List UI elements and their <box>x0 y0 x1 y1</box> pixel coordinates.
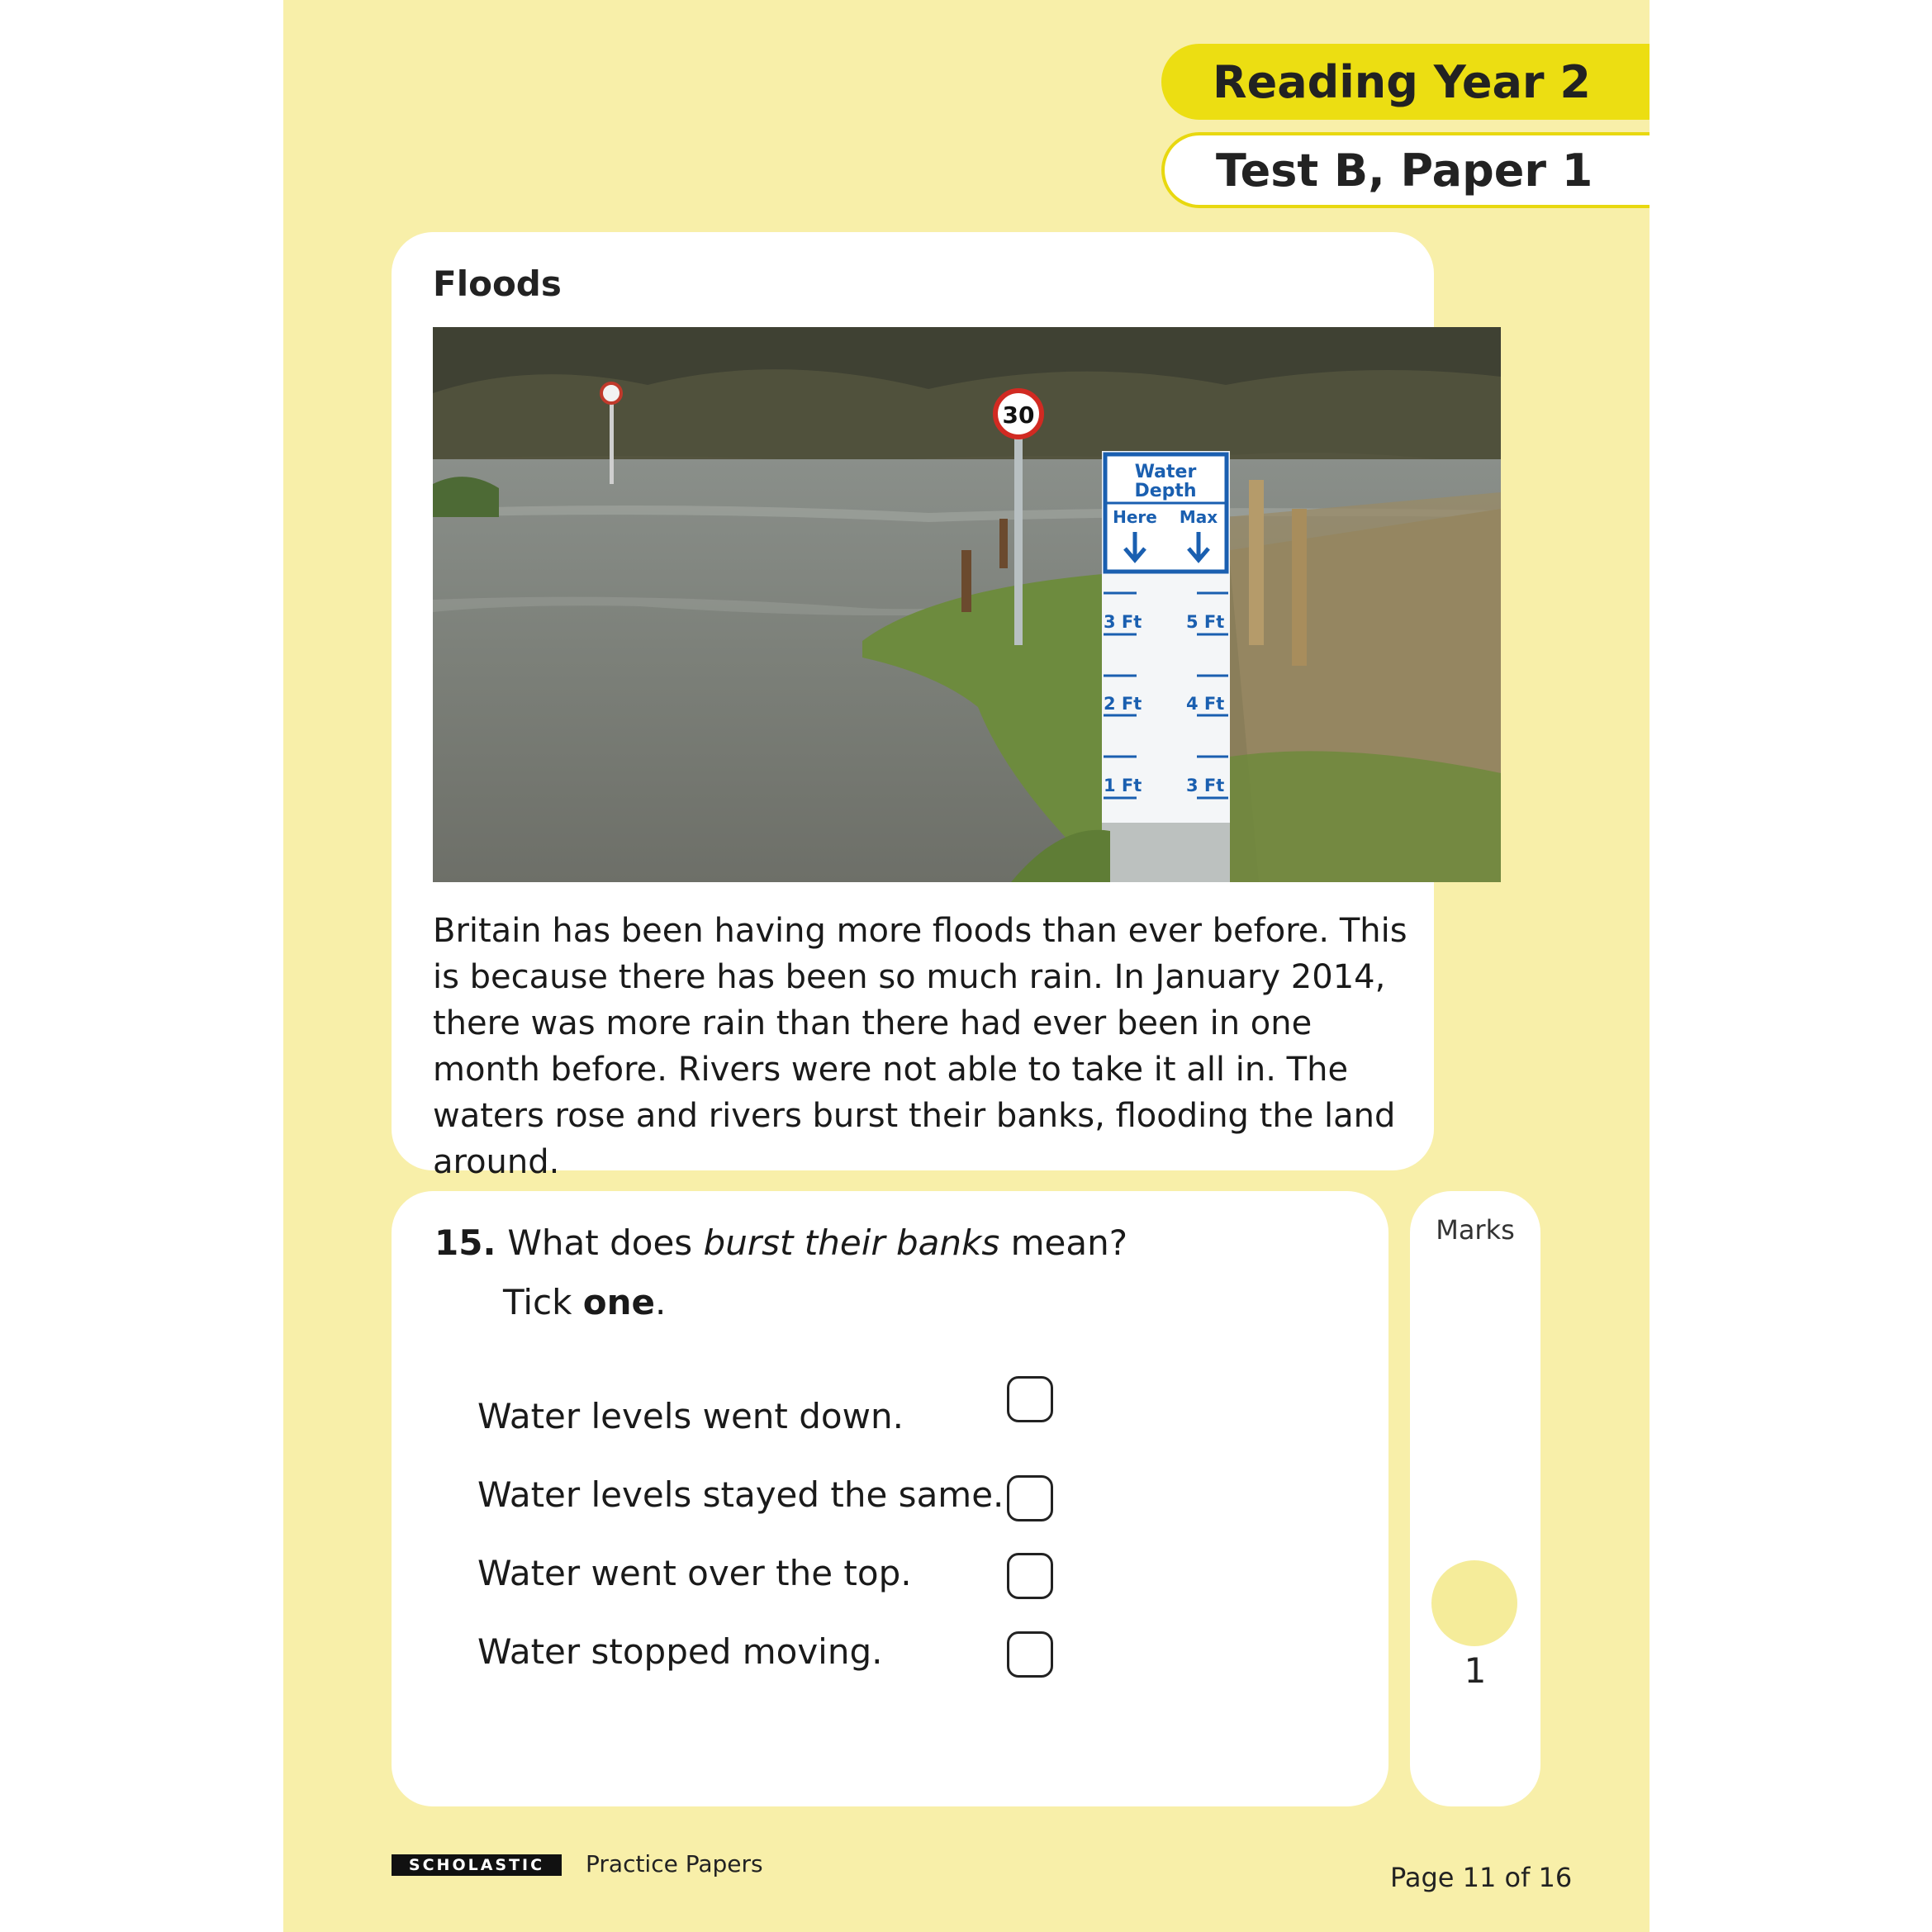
marks-card <box>1410 1191 1540 1806</box>
worksheet-page <box>283 0 1650 1932</box>
series-label: Practice Papers <box>586 1850 763 1877</box>
flood-photo <box>433 327 1501 882</box>
depth-left-2ft: 2 Ft <box>1104 694 1142 714</box>
option-checkbox[interactable] <box>1007 1553 1053 1599</box>
marks-label: Marks <box>1436 1214 1515 1246</box>
question-number: 15. <box>434 1222 496 1263</box>
option-label: Water levels stayed the same. <box>477 1474 1004 1515</box>
mark-value: 1 <box>1464 1650 1487 1691</box>
question-text-end: mean? <box>999 1222 1127 1263</box>
option-label: Water went over the top. <box>477 1553 912 1593</box>
instruction <box>503 1282 666 1322</box>
depth-right-4ft: 4 Ft <box>1186 694 1225 714</box>
question-card <box>392 1191 1388 1806</box>
question-line <box>434 1222 1127 1263</box>
depth-board-title-2: Depth <box>1134 481 1197 501</box>
publisher-logo: SCHOLASTIC <box>392 1854 562 1876</box>
page-number: Page 11 of 16 <box>1390 1862 1573 1893</box>
instruction-suffix: . <box>655 1282 667 1322</box>
depth-right-3ft: 3 Ft <box>1186 776 1225 795</box>
mark-circle[interactable] <box>1431 1560 1517 1646</box>
depth-right-5ft: 5 Ft <box>1186 612 1225 632</box>
passage-text: Britain has been having more floods than ever before. This is because there has been so much rain. In January 2014, there was more rain than there had ever been in one month before. Rivers were not able to take it all in. The waters rose and rivers burst their banks, flooding the land around. <box>433 912 1407 1181</box>
depth-board-here: Here <box>1113 507 1157 527</box>
instruction-bold: one <box>582 1282 656 1322</box>
depth-left-1ft: 1 Ft <box>1104 776 1142 795</box>
paper-title: Reading Year 2 <box>1161 44 1650 120</box>
depth-left-3ft: 3 Ft <box>1104 612 1142 632</box>
depth-board-max: Max <box>1179 507 1218 527</box>
paper-subtitle: Test B, Paper 1 <box>1161 132 1650 208</box>
option-checkbox[interactable] <box>1007 1376 1053 1422</box>
passage-card <box>392 232 1434 1181</box>
passage-heading: Floods <box>433 263 562 304</box>
speed-limit-text: 30 <box>1002 401 1035 429</box>
question-text-phrase: burst their banks <box>703 1222 1000 1263</box>
option-checkbox[interactable] <box>1007 1475 1053 1521</box>
instruction-prefix: Tick <box>503 1282 583 1322</box>
option-label: Water levels went down. <box>477 1396 904 1436</box>
option-checkbox[interactable] <box>1007 1631 1053 1678</box>
depth-board-title-1: Water <box>1134 462 1197 482</box>
option-label: Water stopped moving. <box>477 1631 883 1672</box>
question-text-start: What does <box>507 1222 704 1263</box>
